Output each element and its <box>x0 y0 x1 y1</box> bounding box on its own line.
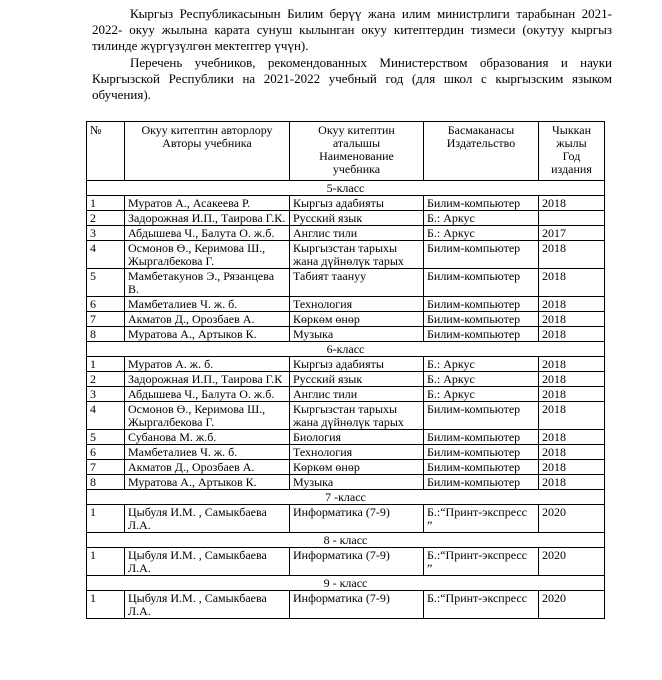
cell-year: 2018 <box>539 312 605 327</box>
cell-publisher: Б.:“Принт-экспресс <box>424 591 539 619</box>
cell-number: 1 <box>87 196 125 211</box>
cell-publisher: Б.:“Принт-экспресс ” <box>424 505 539 533</box>
cell-publisher: Билим-компьютер <box>424 297 539 312</box>
cell-title: Англис тили <box>290 387 424 402</box>
table-row <box>87 402 605 430</box>
cell-number: 2 <box>87 211 125 226</box>
cell-year: 2018 <box>539 327 605 342</box>
cell-number: 3 <box>87 387 125 402</box>
grade-label: 5-класс <box>87 181 605 196</box>
cell-year: 2018 <box>539 241 605 269</box>
cell-author: Абдышева Ч., Балута О. ж.б. <box>125 226 290 241</box>
cell-author: Осмонов Ө., Керимова Ш., Жыргалбекова Г. <box>125 241 290 269</box>
table-row <box>87 211 605 226</box>
cell-number: 1 <box>87 505 125 533</box>
cell-year: 2018 <box>539 372 605 387</box>
table-row <box>87 475 605 490</box>
cell-title: Көркөм өнөр <box>290 460 424 475</box>
cell-title: Информатика (7-9) <box>290 505 424 533</box>
cell-title: Кыргызстан тарыхы жана дүйнөлүк тарых <box>290 241 424 269</box>
cell-number: 5 <box>87 269 125 297</box>
cell-number: 8 <box>87 475 125 490</box>
cell-title: Көркөм өнөр <box>290 312 424 327</box>
cell-year: 2018 <box>539 475 605 490</box>
cell-author: Мамбеталиев Ч. ж. б. <box>125 445 290 460</box>
cell-number: 7 <box>87 460 125 475</box>
grade-header-row <box>87 576 605 591</box>
cell-number: 6 <box>87 445 125 460</box>
cell-year: 2018 <box>539 430 605 445</box>
cell-publisher: Билим-компьютер <box>424 402 539 430</box>
table-row <box>87 226 605 241</box>
cell-author: Цыбуля И.М. , Самыкбаева Л.А. <box>125 505 290 533</box>
cell-author: Мамбеталиев Ч. ж. б. <box>125 297 290 312</box>
grade-label: 6-класс <box>87 342 605 357</box>
cell-title: Табият таануу <box>290 269 424 297</box>
header-author: Окуу китептин авторлору Авторы учебника <box>125 122 290 181</box>
header-title: Окуу китептин аталышы Наименование учебника <box>290 122 424 181</box>
table-row <box>87 591 605 619</box>
cell-year: 2018 <box>539 445 605 460</box>
cell-author: Цыбуля И.М. , Самыкбаева Л.А. <box>125 548 290 576</box>
table-row <box>87 445 605 460</box>
table-row <box>87 387 605 402</box>
table-row <box>87 460 605 475</box>
cell-publisher: Билим-компьютер <box>424 475 539 490</box>
table-row <box>87 430 605 445</box>
grade-label: 9 - класс <box>87 576 605 591</box>
grade-label: 8 - класс <box>87 533 605 548</box>
cell-publisher: Б.: Аркус <box>424 211 539 226</box>
table-header-row <box>87 122 605 181</box>
cell-number: 5 <box>87 430 125 445</box>
cell-author: Субанова М. ж.б. <box>125 430 290 445</box>
cell-author: Абдышева Ч., Балута О. ж.б. <box>125 387 290 402</box>
table-row <box>87 241 605 269</box>
cell-title: Биология <box>290 430 424 445</box>
cell-year: 2017 <box>539 226 605 241</box>
header-number: № <box>87 122 125 181</box>
cell-publisher: Б.: Аркус <box>424 387 539 402</box>
cell-publisher: Билим-компьютер <box>424 327 539 342</box>
cell-title: Кыргызстан тарыхы жана дүйнөлүк тарых <box>290 402 424 430</box>
table-row <box>87 327 605 342</box>
cell-publisher: Б.: Аркус <box>424 372 539 387</box>
cell-number: 4 <box>87 241 125 269</box>
cell-author: Муратов А. ж. б. <box>125 357 290 372</box>
cell-author: Муратова А., Артыков К. <box>125 475 290 490</box>
grade-header-row <box>87 533 605 548</box>
textbook-table <box>86 121 605 619</box>
table-body <box>87 181 605 619</box>
cell-author: Цыбуля И.М. , Самыкбаева Л.А. <box>125 591 290 619</box>
cell-title: Музыка <box>290 475 424 490</box>
cell-year: 2020 <box>539 505 605 533</box>
cell-year: 2018 <box>539 402 605 430</box>
table-row <box>87 548 605 576</box>
cell-author: Осмонов Ө., Керимова Ш., Жыргалбекова Г. <box>125 402 290 430</box>
cell-year: 2018 <box>539 357 605 372</box>
cell-title: Кыргыз адабияты <box>290 357 424 372</box>
cell-publisher: Б.:“Принт-экспресс ” <box>424 548 539 576</box>
cell-title: Русский язык <box>290 211 424 226</box>
cell-number: 1 <box>87 548 125 576</box>
cell-publisher: Билим-компьютер <box>424 460 539 475</box>
cell-author: Муратова А., Артыков К. <box>125 327 290 342</box>
cell-number: 4 <box>87 402 125 430</box>
cell-number: 6 <box>87 297 125 312</box>
cell-author: Акматов Д., Орозбаев А. <box>125 312 290 327</box>
cell-number: 8 <box>87 327 125 342</box>
grade-header-row <box>87 490 605 505</box>
cell-publisher: Билим-компьютер <box>424 312 539 327</box>
cell-publisher: Билим-компьютер <box>424 196 539 211</box>
cell-number: 1 <box>87 591 125 619</box>
cell-year <box>539 211 605 226</box>
table-row <box>87 269 605 297</box>
cell-author: Муратов А., Асакеева Р. <box>125 196 290 211</box>
cell-author: Задорожная И.П., Таирова Г.К <box>125 372 290 387</box>
cell-publisher: Билим-компьютер <box>424 445 539 460</box>
cell-title: Англис тили <box>290 226 424 241</box>
table-row <box>87 357 605 372</box>
cell-year: 2020 <box>539 591 605 619</box>
header-year: Чыккан жылы Год издания <box>539 122 605 181</box>
cell-author: Задорожная И.П., Таирова Г.К. <box>125 211 290 226</box>
table-row <box>87 297 605 312</box>
document-intro <box>92 6 612 103</box>
grade-header-row <box>87 181 605 196</box>
header-publisher: Басмаканасы Издательство <box>424 122 539 181</box>
cell-publisher: Б.: Аркус <box>424 357 539 372</box>
cell-author: Мамбетакунов Э., Рязанцева В. <box>125 269 290 297</box>
cell-title: Музыка <box>290 327 424 342</box>
cell-title: Технология <box>290 297 424 312</box>
grade-header-row <box>87 342 605 357</box>
cell-title: Технология <box>290 445 424 460</box>
cell-publisher: Б.: Аркус <box>424 226 539 241</box>
cell-publisher: Билим-компьютер <box>424 269 539 297</box>
cell-year: 2018 <box>539 460 605 475</box>
cell-publisher: Билим-компьютер <box>424 241 539 269</box>
cell-year: 2018 <box>539 269 605 297</box>
cell-number: 3 <box>87 226 125 241</box>
intro-kyrgyz: Кыргыз Республикасынын Билим берүү жана илим министрлиги тарабынан 2021-2022- окуу жылына карата сунуш кылынган окуу китептердин тизмеси (окутуу кыргыз тилинде жүргүзүлгөн мектептер үчүн). <box>92 6 612 53</box>
table-row <box>87 505 605 533</box>
cell-title: Информатика (7-9) <box>290 591 424 619</box>
table-row <box>87 372 605 387</box>
cell-year: 2018 <box>539 387 605 402</box>
table-row <box>87 312 605 327</box>
cell-title: Информатика (7-9) <box>290 548 424 576</box>
cell-year: 2018 <box>539 196 605 211</box>
cell-author: Акматов Д., Орозбаев А. <box>125 460 290 475</box>
cell-year: 2018 <box>539 297 605 312</box>
grade-label: 7 -класс <box>87 490 605 505</box>
cell-publisher: Билим-компьютер <box>424 430 539 445</box>
cell-title: Кыргыз адабияты <box>290 196 424 211</box>
table-row <box>87 196 605 211</box>
cell-number: 7 <box>87 312 125 327</box>
cell-year: 2020 <box>539 548 605 576</box>
cell-number: 1 <box>87 357 125 372</box>
intro-russian: Перечень учебников, рекомендованных Министерством образования и науки Кыргызской Республики на 2021-2022 учебный год (для школ с кыргызским языком обучения). <box>92 55 612 102</box>
cell-number: 2 <box>87 372 125 387</box>
cell-title: Русский язык <box>290 372 424 387</box>
